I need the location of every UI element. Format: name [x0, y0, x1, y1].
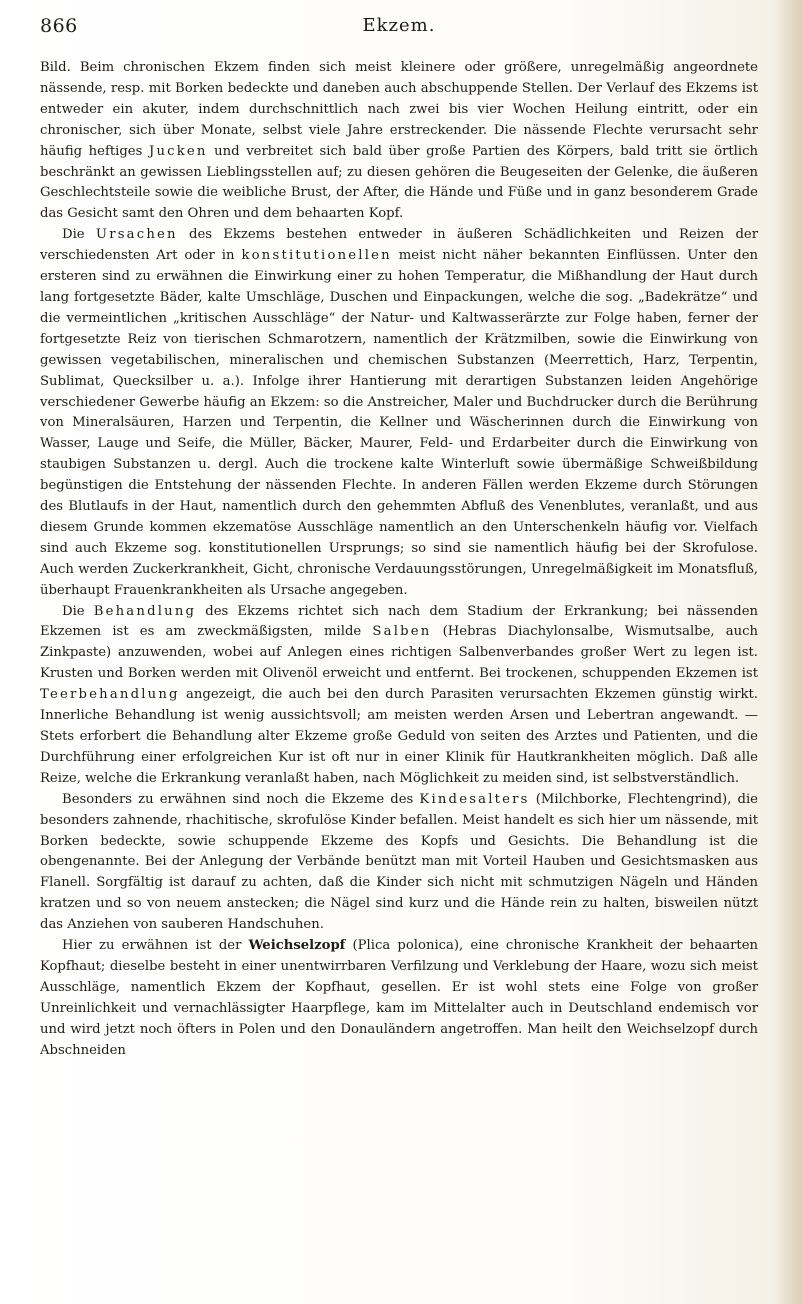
- text-run: (Milchborke, Flechtengrind), die besonders zahnende, rhachitische, skrofulöse Kinder befallen. Meist handelt es sich hier um nässende, mit Borken bedeckte, sowie schuppende Ekzeme des Kopfs und Gesichts. Die Behandlung ist die obengenannte. Bei der Anlegung der Verbände benützt man mit Vorteil Hauben und Gesichtsmasken aus Flanell. Sorgfältig ist darauf zu achten, daß die Kinder sich nicht mit schmutzigen Nägeln und Händen kratzen und so von neuem anstecken; die Nägel sind kurz und die Hände rein zu halten, bisweilen nützt das Anziehen von sauberen Handschuhen.: [40, 791, 758, 933]
- spaced-emphasis: Teerbehandlung: [40, 687, 180, 703]
- spaced-emphasis: Jucken: [148, 143, 208, 159]
- text-run: Bild. Beim chronischen Ekzem finden sich meist kleinere oder größere, unregelmäßig angeordnete nässende, resp. mit Borken bedeckte und daneben auch abschuppende Stellen. Der Verlauf des Ekzems ist entweder ein akuter, indem durchschnittlich nach zwei bis vier Wochen Heilung eintritt, oder ein chronischer, sich über Monate, selbst viele Jahre erstreckender. Die nässende Flechte verursacht sehr häufig heftiges: [40, 60, 758, 159]
- text-run: meist nicht näher bekannten Einflüssen. Unter den ersteren sind zu erwähnen die Einwirkung einer zu hohen Temperatur, die Mißhandlung der Haut durch lang fortgesetzte Bäder, kalte Umschläge, Duschen und Einpackungen, welche die sog. „Badekrätze“ und die vermeintlichen „kritischen Ausschläge“ der Natur- und Kaltwasserärzte zur Folge haben, ferner der fortgesetzte Reiz von tierischen Schmarotzern, namentlich der Krätzmilben, sowie die Einwirkung von gewissen vegetabilischen, mineralischen und chemischen Substanzen (Meerrettich, Harz, Terpentin, Sublimat, Quecksilber u. a.). Infolge ihrer Hantierung mit derartigen Substanzen leiden Angehörige verschiedener Gewerbe häufig an Ekzem: so die Anstreicher, Maler und Buchdrucker durch die Berührung von Mineralsäuren, Harzen und Terpentin, die Kellner und Wäscherinnen durch die Einwirkung von Wasser, Lauge und Seife, die Müller, Bäcker, Maurer, Feld- und Erdarbeiter durch die Einwirkung von staubigen Substanzen u. dergl. Auch die trockene kalte Winterluft sowie übermäßige Schweißbildung begünstigen die Entstehung der nässenden Flechte. In anderen Fällen werden Ekzeme durch Störungen des Blutlaufs in der Haut, namentlich durch den gehemmten Abfluß des Venenblutes, veranlaßt, und aus diesem Grunde kommen ekzematöse Ausschläge namentlich an den Unterschenkeln häufig vor. Vielfach sind auch Ekzeme sog. konstitutionellen Ursprungs; so sind sie namentlich häufig bei der Skrofulose. Auch werden Zuckerkrankheit, Gicht, chronische Verdauungsstörungen, Unregelmäßigkeit im Monatsfluß, überhaupt Frauenkrankheiten als Ursache angegeben.: [40, 248, 758, 598]
- body-text: [40, 58, 758, 1062]
- text-run: und verbreitet sich bald über große Partien des Körpers, bald tritt sie örtlich beschränkt an gewissen Lieblingsstellen auf; zu diesen gehören die Beugeseiten der Gelenke, die äußeren Geschlechtsteile sowie die weibliche Brust, der After, die Hände und Füße und in ganz besonderem Grade das Gesicht samt den Ohren und dem behaarten Kopf.: [40, 143, 758, 222]
- paragraph: [40, 58, 758, 225]
- page-header: [40, 15, 758, 41]
- text-run: des Ekzems bestehen entweder in äußeren Schädlichkeiten und Reizen der verschiedensten Art oder in: [40, 227, 758, 264]
- text-run: des Ekzems richtet sich nach dem Stadium der Erkrankung; bei nässenden Ekzemen ist es am zweckmäßigsten, milde: [40, 603, 758, 640]
- text-run: Besonders zu erwähnen sind noch die Ekzeme des: [62, 791, 420, 807]
- page-number: 866: [40, 15, 78, 37]
- text-run: angezeigt, die auch bei den durch Parasiten verursachten Ekzemen günstig wirkt. Innerliche Behandlung ist wenig aussichtsvoll; am meisten werden Arsen und Lebertran angewandt. — Stets erforbert die Behandlung alter Ekzeme große Geduld von seiten des Arztes und Patienten, und die Durchführung einer erfolgreichen Kur ist oft nur in einer Klinik für Hautkrankheiten möglich. Daß alle Reize, welche die Erkrankung veranlaßt haben, nach Möglichkeit zu meiden sind, ist selbstverständlich.: [40, 687, 758, 786]
- bold-term: Weichselzopf: [248, 938, 346, 954]
- running-head: Ekzem.: [362, 15, 436, 36]
- text-run: (Hebras Diachylonsalbe, Wismutsalbe, auch Zinkpaste) anzuwenden, wobei auf Anlegen eines richtigen Salbenverbandes großer Wert zu legen ist. Krusten und Borken werden mit Olivenöl erweicht und entfernt. Bei trockenen, schuppenden Ekzemen ist: [40, 624, 759, 682]
- spaced-emphasis: Ursachen: [95, 227, 178, 243]
- paragraph: [40, 936, 758, 1061]
- text-run: (Plica polonica), eine chronische Krankheit der behaarten Kopfhaut; dieselbe besteht in einer unentwirrbaren Verfilzung und Verklebung der Haare, wozu sich meist Ausschläge, namentlich Ekzem der Kopfhaut, gesellen. Er ist wohl stets eine Folge von großer Unreinlichkeit und vernachlässigter Haarpflege, kam im Mittelalter auch in Deutschland endemisch vor und wird jetzt noch öfters in Polen und den Donauländern angetroffen. Man heilt den Weichselzopf durch Abschneiden: [40, 938, 759, 1058]
- spaced-emphasis: Salben: [372, 624, 432, 640]
- text-run: Die: [62, 603, 94, 619]
- text-run: Die: [62, 227, 96, 243]
- paragraph: [40, 225, 758, 601]
- spaced-emphasis: konstitutionellen: [241, 248, 392, 264]
- paragraph: [40, 790, 758, 936]
- paragraph: [40, 602, 758, 790]
- spaced-emphasis: Kindesalters: [419, 791, 530, 807]
- page-edge-shadow: [775, 0, 801, 1304]
- spaced-emphasis: Behandlung: [93, 603, 197, 619]
- text-run: Hier zu erwähnen ist der: [62, 938, 249, 954]
